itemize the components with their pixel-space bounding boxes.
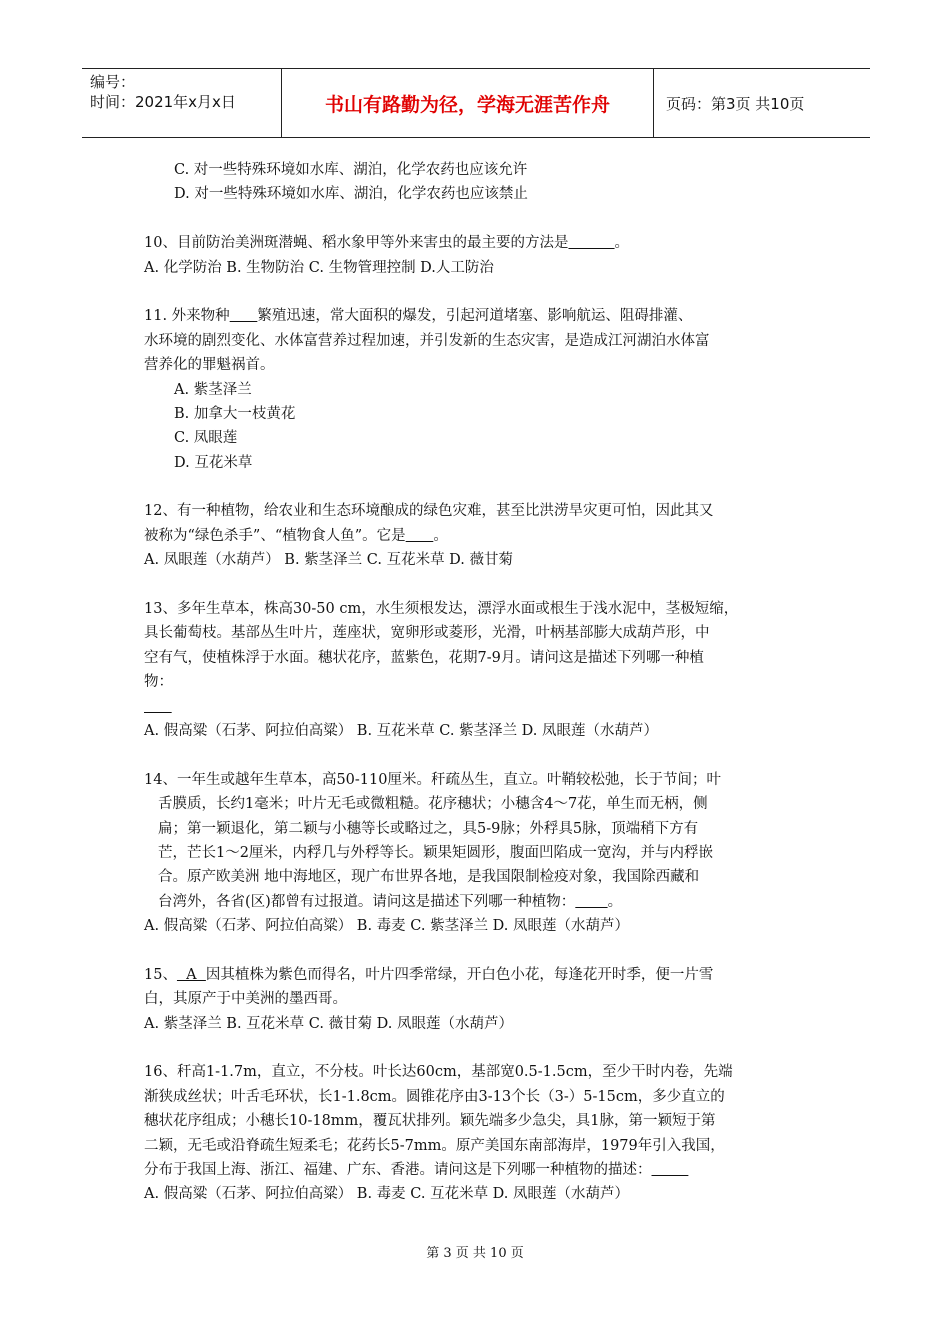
date-label: 时间：2021年x月x日 — [90, 93, 236, 111]
answer-blank — [406, 528, 434, 544]
header-page-label: 页码：第3页 共10页 — [666, 94, 805, 113]
q10-options: A. 化学防治 B. 生物防治 C. 生物管理控制 D.人工防治 — [144, 259, 494, 276]
q16-stem-line4: 二颖，无毛或沿脊疏生短柔毛；花药长5-7mm。原产美国东南部海岸，1979年引入我国， — [144, 1137, 725, 1154]
q11-option-b: B. 加拿大一枝黄花 — [174, 405, 296, 422]
q11-stem-line3: 营养化的罪魁祸首。 — [144, 357, 275, 374]
q11-option-a: A. 紫茎泽兰 — [174, 381, 252, 398]
q12-stem: 12、有一种植物，给农业和生态环境酿成的绿色灾难，甚至比洪涝旱灾更可怕，因此其又 — [144, 503, 714, 520]
q9-option-d: D. 对一些特殊环境如水库、湖泊，化学农药也应该禁止 — [174, 186, 528, 203]
q15-options: A. 紫茎泽兰 B. 互花米草 C. 薇甘菊 D. 凤眼莲（水葫芦） — [144, 1015, 514, 1032]
q13-options: A. 假高粱（石茅、阿拉伯高粱） B. 互花米草 C. 紫茎泽兰 D. 凤眼莲（水葫芦） — [144, 722, 659, 739]
q16-stem-line3: 穗状花序组成；小穗长10-18mm，覆瓦状排列。颖先端多少急尖，具1脉，第一颖短于第 — [144, 1113, 716, 1130]
q13-stem-line3: 空有气，使植株浮于水面。穗状花序，蓝紫色，花期7-9月。请问这是描述下列哪一种植 — [144, 649, 704, 666]
header-motto: 书山有路勤为径，学海无涯苦作舟 — [282, 69, 654, 137]
q15-stem: 15、 A 因其植株为紫色而得名，叶片四季常绿，开白色小花，每逢花开时季，便一片雪 — [144, 966, 714, 983]
q16-stem-line2: 渐狭成丝状；叶舌毛环状，长1-1.8cm。圆锥花序由3-13个长（3-）5-15cm，多少直立的 — [144, 1088, 725, 1105]
q9-option-c: C. 对一些特殊环境如水库、湖泊，化学农药也应该允许 — [174, 162, 528, 178]
page-footer: 第 3 页 共 10 页 — [426, 1246, 524, 1261]
document-body — [144, 158, 824, 1207]
q15-stem-line2: 白，其原产于中美洲的墨西哥。 — [144, 991, 347, 1008]
q13-stem-line4: 物： — [144, 674, 173, 691]
filled-answer: A — [176, 966, 206, 983]
q13-stem: 13、多年生草本，株高30-50 cm，水生须根发达，漂浮水面或根生于浅水泥中，茎极短缩， — [144, 601, 739, 618]
q14-stem-line3: 扁；第一颖退化，第二颖与小穗等长或略过之，具5-9脉；外稃具5脉，顶端稍下方有 — [158, 820, 699, 837]
q13-stem-line2: 具长葡萄枝。基部丛生叶片，莲座状，宽卵形或菱形，光滑，叶柄基部膨大成葫芦形，中 — [144, 625, 710, 642]
page-header — [82, 68, 870, 138]
q14-stem-line4: 芒，芒长1～2厘米，内稃几与外稃等长。颖果矩圆形，腹面凹陷成一宽沟，并与内稃嵌 — [158, 844, 713, 861]
q11-stem: 11. 外来物种 繁殖迅速，常大面积的爆发，引起河道堵塞、影响航运、阻碍排灌、 — [144, 308, 693, 325]
answer-blank — [575, 894, 607, 910]
q12-options: A. 凤眼莲（水葫芦） B. 紫茎泽兰 C. 互花米草 D. 薇甘菊 — [144, 552, 514, 569]
answer-blank — [652, 1162, 689, 1178]
answer-blank — [568, 235, 614, 251]
q16-stem: 16、秆高1-1.7m，直立，不分枝。叶长达60cm，基部宽0.5-1.5cm，至少干时内卷，先端 — [144, 1064, 733, 1081]
q10-stem: 10、目前防治美洲斑潜蝇、稻水象甲等外来害虫的最主要的方法是 。 — [144, 235, 630, 252]
q11-option-c: C. 凤眼莲 — [174, 430, 238, 447]
q14-stem-line6: 台湾外，各省(区)都曾有过报道。请问这是描述下列哪一种植物： 。 — [158, 893, 623, 910]
q14-stem-line2: 舌膜质，长约1毫米；叶片无毛或微粗糙。花序穗状；小穗含4～7花，单生而无柄，侧 — [158, 796, 708, 813]
q16-options: A. 假高粱（石茅、阿拉伯高粱） B. 毒麦 C. 互花米草 D. 凤眼莲（水葫芦） — [144, 1186, 630, 1203]
answer-blank — [230, 308, 258, 324]
q14-stem-line5: 合。原产欧美洲 地中海地区，现广布世界各地，是我国限制检疫对象，我国除西藏和 — [158, 869, 700, 886]
q13-blank-line — [144, 695, 824, 719]
q11-option-d: D. 互花米草 — [174, 454, 253, 471]
code-label: 编号： — [90, 73, 136, 91]
q11-stem-line2: 水环境的剧烈变化、水体富营养过程加速，并引发新的生态灾害，是造成江河湖泊水体富 — [144, 332, 710, 349]
q14-stem: 14、一年生或越年生草本，高50-110厘米。秆疏丛生，直立。叶鞘较松弛，长于节间；叶 — [144, 771, 721, 788]
answer-blank — [144, 699, 172, 715]
header-meta — [82, 69, 282, 137]
q14-options: A. 假高粱（石茅、阿拉伯高粱） B. 毒麦 C. 紫茎泽兰 D. 凤眼莲（水葫芦） — [144, 918, 630, 935]
q16-stem-line5: 分布于我国上海、浙江、福建、广东、香港。请问这是下列哪一种植物的描述： — [144, 1158, 824, 1182]
q12-stem-line2: 被称为“绿色杀手”、“植物食人鱼”。它是 。 — [144, 527, 448, 544]
